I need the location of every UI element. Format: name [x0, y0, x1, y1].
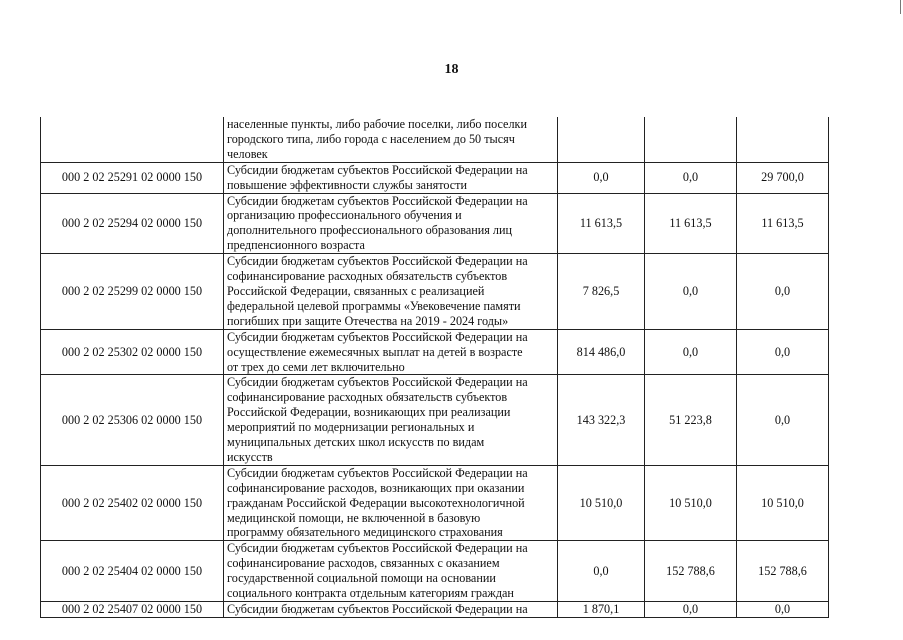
budget-code-cell: 000 2 02 25299 02 0000 150 [41, 254, 224, 330]
table-row [41, 329, 829, 375]
amount-cell-col3: 152 788,6 [737, 541, 829, 602]
budget-code-cell [41, 117, 224, 162]
budget-code-cell: 000 2 02 25294 02 0000 150 [41, 193, 224, 254]
description-line: Субсидии бюджетам субъектов Российской Федерации на [227, 541, 528, 556]
budget-code-cell: 000 2 02 25291 02 0000 150 [41, 162, 224, 193]
description-line: государственной социальной помощи на основании [227, 571, 496, 586]
amount-cell-col3: 10 510,0 [737, 465, 829, 541]
amount-cell-col2: 0,0 [645, 162, 737, 193]
amount-cell-col3: 0,0 [737, 254, 829, 330]
amount-cell-col1: 7 826,5 [558, 254, 645, 330]
description-line: Российской Федерации, возникающих при реализации [227, 405, 511, 420]
amount-cell-col2: 0,0 [645, 254, 737, 330]
description-line: Субсидии бюджетам субъектов Российской Федерации на [227, 602, 528, 616]
budget-table [40, 117, 829, 618]
description-cell [224, 375, 558, 465]
table-row [41, 602, 829, 618]
table-row [41, 465, 829, 541]
description-line: софинансирование расходных обязательств субъектов [227, 390, 508, 405]
description-line: Субсидии бюджетам субъектов Российской Федерации на [227, 329, 528, 344]
description-cell [224, 254, 558, 330]
description-cell [224, 541, 558, 602]
description-cell [224, 117, 558, 162]
amount-cell-col1 [558, 117, 645, 162]
description-cell [224, 465, 558, 541]
description-line: софинансирование расходов, возникающих при оказании [227, 480, 525, 495]
budget-code-cell: 000 2 02 25306 02 0000 150 [41, 375, 224, 465]
amount-cell-col1: 0,0 [558, 541, 645, 602]
description-line: Субсидии бюджетам субъектов Российской Федерации на [227, 254, 528, 269]
amount-cell-col2: 10 510,0 [645, 465, 737, 541]
amount-cell-col1: 10 510,0 [558, 465, 645, 541]
description-line: муниципальных детских школ искусств по видам [227, 435, 485, 450]
amount-cell-col3: 0,0 [737, 375, 829, 465]
description-line: погибших при защите Отечества на 2019 - 2024 годы» [227, 313, 509, 328]
description-cell [224, 602, 558, 618]
description-cell [224, 193, 558, 254]
description-line: искусств [227, 449, 273, 464]
description-line: Субсидии бюджетам субъектов Российской Федерации на [227, 162, 528, 177]
description-line: софинансирование расходных обязательств субъектов [227, 269, 508, 284]
description-line: повышение эффективности службы занятости [227, 177, 468, 192]
table-row [41, 375, 829, 465]
description-line: от трех до семи лет включительно [227, 359, 405, 374]
description-line: Субсидии бюджетам субъектов Российской Федерации на [227, 465, 528, 480]
amount-cell-col2: 51 223,8 [645, 375, 737, 465]
amount-cell-col3: 11 613,5 [737, 193, 829, 254]
description-line: федеральной целевой программы «Увековечение памяти [227, 298, 521, 313]
description-line: осуществление ежемесячных выплат на детей в возрасте [227, 344, 523, 359]
description-line: софинансирование расходов, связанных с оказанием [227, 556, 500, 571]
amount-cell-col3: 29 700,0 [737, 162, 829, 193]
description-line: населенные пункты, либо рабочие поселки, либо поселки [227, 117, 527, 131]
description-line: мероприятий по модернизации региональных и [227, 420, 475, 435]
description-line: медицинской помощи, не включенной в базовую [227, 510, 481, 525]
description-cell [224, 162, 558, 193]
budget-code-cell: 000 2 02 25404 02 0000 150 [41, 541, 224, 602]
amount-cell-col1: 1 870,1 [558, 602, 645, 618]
amount-cell-col3: 0,0 [737, 329, 829, 375]
description-cell [224, 329, 558, 375]
amount-cell-col1: 814 486,0 [558, 329, 645, 375]
description-line: программу обязательного медицинского страхования [227, 525, 503, 540]
description-line: городского типа, либо города с населением до 50 тысяч [227, 131, 515, 146]
table-row [41, 193, 829, 254]
budget-code-cell: 000 2 02 25407 02 0000 150 [41, 602, 224, 618]
description-line: социального контракта отдельным категориям граждан [227, 586, 514, 601]
table-row [41, 541, 829, 602]
description-line: организацию профессионального обучения и [227, 208, 462, 223]
table-row [41, 117, 829, 162]
description-line: Российской Федерации, связанных с реализацией [227, 283, 485, 298]
description-line: предпенсионного возраста [227, 238, 365, 253]
amount-cell-col1: 143 322,3 [558, 375, 645, 465]
amount-cell-col2: 152 788,6 [645, 541, 737, 602]
amount-cell-col2: 0,0 [645, 602, 737, 618]
description-line: гражданам Российской Федерации высокотехнологичной [227, 495, 525, 510]
description-line: Субсидии бюджетам субъектов Российской Федерации на [227, 375, 528, 390]
description-line: дополнительного профессионального образования лиц [227, 223, 513, 238]
budget-code-cell: 000 2 02 25402 02 0000 150 [41, 465, 224, 541]
table-row [41, 162, 829, 193]
description-line: человек [227, 146, 268, 161]
description-line: Субсидии бюджетам субъектов Российской Федерации на [227, 193, 528, 208]
amount-cell-col3: 0,0 [737, 602, 829, 618]
budget-table-body [41, 117, 829, 617]
amount-cell-col2 [645, 117, 737, 162]
amount-cell-col2: 0,0 [645, 329, 737, 375]
amount-cell-col3 [737, 117, 829, 162]
scan-edge-mark [900, 0, 901, 14]
page-number: 18 [444, 62, 459, 77]
amount-cell-col1: 11 613,5 [558, 193, 645, 254]
table-row [41, 254, 829, 330]
amount-cell-col1: 0,0 [558, 162, 645, 193]
amount-cell-col2: 11 613,5 [645, 193, 737, 254]
budget-code-cell: 000 2 02 25302 02 0000 150 [41, 329, 224, 375]
